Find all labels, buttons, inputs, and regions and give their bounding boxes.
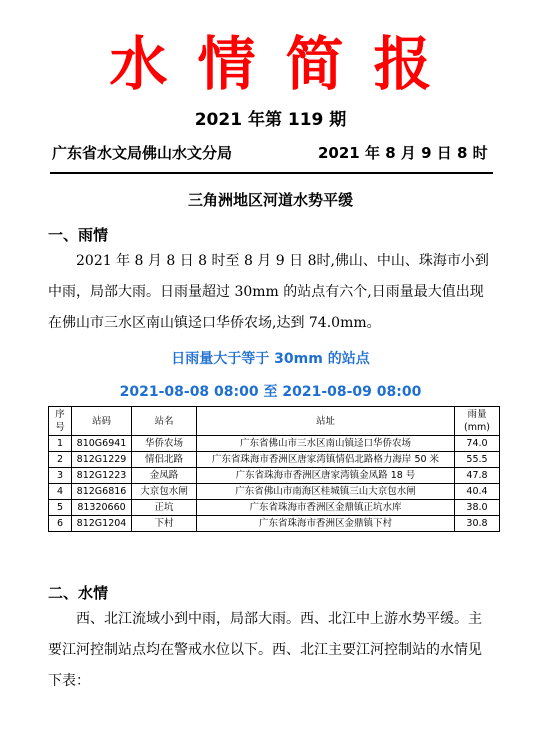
cell-rainfall: 30.8 [455,516,500,532]
col-header-index: 序号 [49,407,72,436]
cell-code: 812G6816 [72,484,132,500]
bulletin-title: 水情简报 [109,30,462,98]
cell-rainfall: 47.8 [455,468,500,484]
rainfall-table [48,406,500,532]
cell-index: 3 [49,468,72,484]
header-divider [50,172,493,174]
table-row [49,500,500,516]
cell-rainfall: 38.0 [455,500,500,516]
section-heading-rain: 一、雨情 [48,226,109,244]
cell-address: 广东省佛山市三水区南山镇迳口华侨农场 [197,436,455,452]
cell-rainfall: 74.0 [455,436,500,452]
cell-name: 金凤路 [132,468,197,484]
cell-name: 下村 [132,516,197,532]
cell-index: 4 [49,484,72,500]
table-period: 2021-08-08 08:00 至 2021-08-09 08:00 [119,384,422,400]
table-row [49,484,500,500]
cell-name: 正坑 [132,500,197,516]
cell-code: 810G6941 [72,436,132,452]
cell-name: 华侨农场 [132,436,197,452]
col-header-name: 站名 [132,407,197,436]
cell-address: 广东省珠海市香洲区唐家湾镇金凤路 18 号 [197,468,455,484]
table-row [49,468,500,484]
issue-datetime: 2021 年 8 月 9 日 8 时 [318,144,488,162]
table-caption: 日雨量大于等于 30mm 的站点 [171,351,370,367]
table-row [49,436,500,452]
col-header-address: 站址 [197,407,455,436]
section-heading-water: 二、水情 [48,584,109,602]
issue-number: 2021 年第 119 期 [194,110,347,130]
cell-name: 大京包水闸 [132,484,197,500]
cell-code: 812G1229 [72,452,132,468]
cell-code: 812G1223 [72,468,132,484]
table-row [49,516,500,532]
table-header-row [49,407,500,436]
cell-index: 2 [49,452,72,468]
cell-code: 812G1204 [72,516,132,532]
rain-paragraph: 2021 年 8 月 8 日 8 时至 8 月 9 日 8时,佛山、中山、珠海市小到中雨，局部大雨。日雨量超过 30mm 的站点有六个,日雨量最大值出现在佛山市三水区南山镇迳口华侨农场,达到 74.0mm。 [48,253,489,331]
cell-rainfall: 40.4 [455,484,500,500]
col-header-rainfall: 雨量(mm) [455,407,500,436]
cell-address: 广东省珠海市香洲区唐家湾镇情侣北路格力海岸 50 米 [197,452,455,468]
cell-index: 1 [49,436,72,452]
cell-name: 情侣北路 [132,452,197,468]
issuing-bureau: 广东省水文局佛山水文分局 [52,144,233,162]
cell-index: 6 [49,516,72,532]
cell-index: 5 [49,500,72,516]
cell-address: 广东省珠海市香洲区金鼎镇正坑水库 [197,500,455,516]
water-paragraph: 西、北江流域小到中雨，局部大雨。西、北江中上游水势平缓。主要江河控制站点均在警戒水位以下。西、北江主要江河控制站的水情见下表： [48,611,482,689]
cell-address: 广东省佛山市南海区桂城镇三山大京包水闸 [197,484,455,500]
cell-code: 81320660 [72,500,132,516]
cell-address: 广东省珠海市香洲区金鼎镇下村 [197,516,455,532]
table-row [49,452,500,468]
col-header-code: 站码 [72,407,132,436]
cell-rainfall: 55.5 [455,452,500,468]
headline: 三角洲地区河道水势平缓 [187,191,353,209]
